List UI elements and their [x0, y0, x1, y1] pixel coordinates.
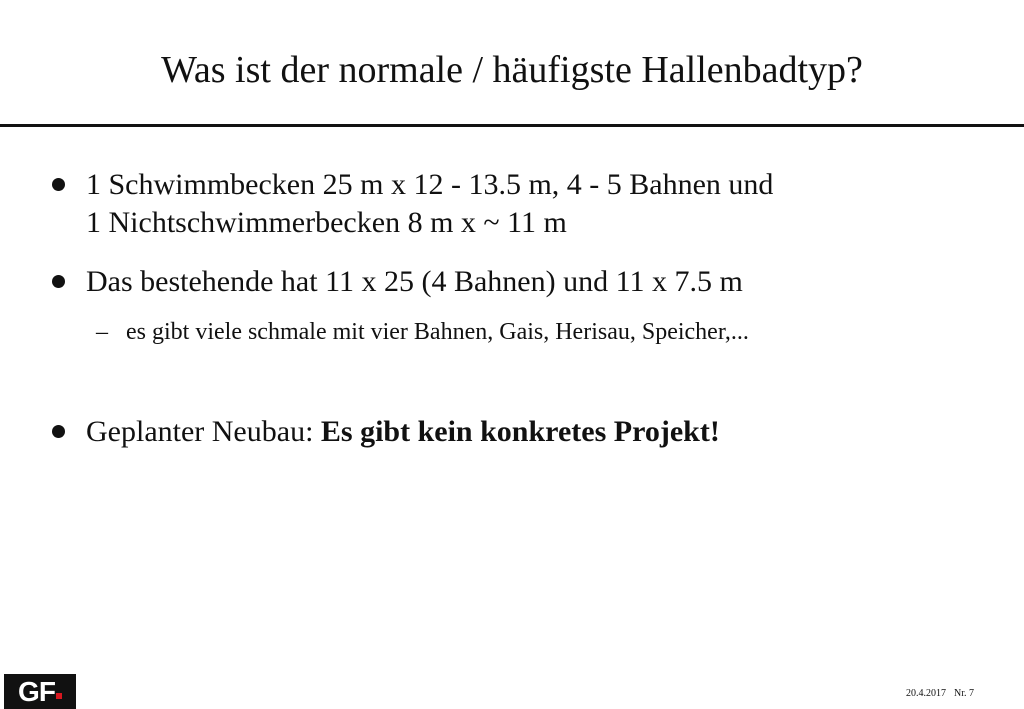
footer-date: 20.4.2017	[906, 688, 946, 699]
logo-accent-mark	[56, 693, 62, 699]
sub-bullet-text: es gibt viele schmale mit vier Bahnen, Gais, Herisau, Speicher,...	[126, 319, 749, 345]
bullet-text	[86, 413, 720, 451]
bullet-text: Das bestehende hat 11 x 25 (4 Bahnen) und 11 x 7.5 m	[86, 265, 743, 298]
bullet-text	[86, 166, 773, 242]
bullet-dot-icon	[52, 425, 65, 438]
bullet-dot-icon	[52, 275, 65, 288]
slide-title: Was ist der normale / häufigste Hallenbadtyp?	[161, 49, 863, 91]
logo-text: GF	[18, 676, 55, 707]
bullet-line: 1 Schwimmbecken 25 m x 12 - 13.5 m, 4 - 5 Bahnen und	[86, 168, 774, 201]
bullet-prefix: Geplanter Neubau:	[86, 415, 321, 448]
slide-footer	[906, 688, 974, 700]
bullet-dot-icon	[52, 178, 65, 191]
company-logo	[4, 674, 76, 709]
title-divider	[0, 124, 1024, 127]
dash-bullet-icon: –	[96, 319, 108, 345]
page-number: Nr. 7	[954, 688, 974, 699]
bullet-line: 1 Nichtschwimmerbecken 8 m x ~ 11 m	[86, 206, 567, 239]
bullet-emphasis: Es gibt kein konkretes Projekt!	[320, 415, 720, 448]
